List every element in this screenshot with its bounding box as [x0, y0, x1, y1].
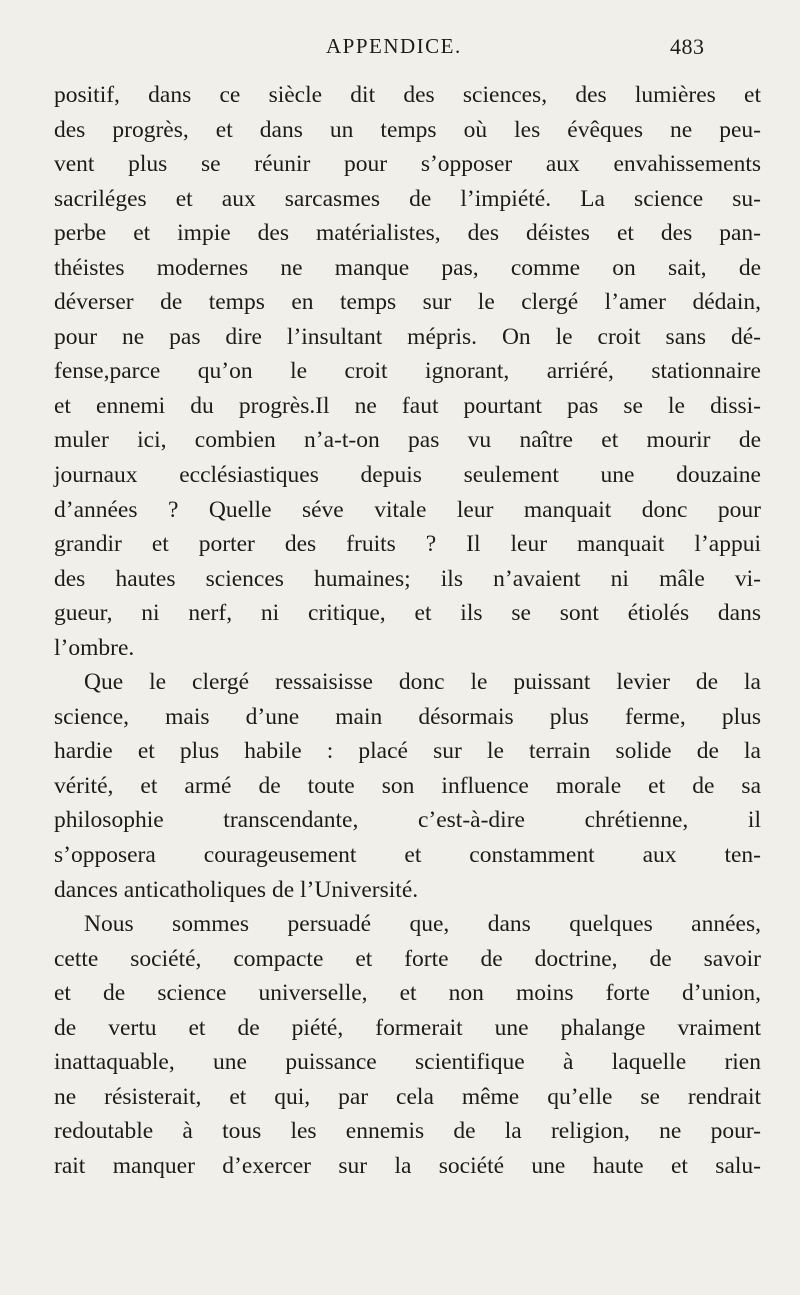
- text-line: gueur, ni nerf, ni critique, et ils se sont étiolés dans: [54, 600, 761, 627]
- text-line: pour ne pas dire l’insultant mépris. On le croit sans dé-: [54, 323, 761, 350]
- text-line: muler ici, combien n’a-t-on pas vu naître et mourir de: [54, 427, 761, 454]
- paragraph: [54, 665, 761, 907]
- body-text: [54, 78, 761, 1184]
- running-head: APPENDICE.: [326, 34, 462, 58]
- text-line: science, mais d’une main désormais plus ferme, plus: [54, 703, 761, 730]
- page-header: [0, 34, 800, 64]
- text-line: vérité, et armé de toute son influence morale et de sa: [54, 772, 761, 799]
- text-line: des progrès, et dans un temps où les évêques ne peu-: [54, 116, 761, 143]
- text-line: Nous sommes persuadé que, dans quelques années,: [84, 911, 761, 938]
- text-line: déverser de temps en temps sur le clergé l’amer dédain,: [54, 289, 761, 316]
- text-line: dances anticatholiques de l’Université.: [54, 876, 419, 903]
- text-line: s’opposera courageusement et constamment aux ten-: [54, 842, 761, 869]
- text-line: redoutable à tous les ennemis de la religion, ne pour-: [54, 1118, 761, 1145]
- text-line: hardie et plus habile : placé sur le terrain solide de la: [54, 738, 761, 765]
- text-line: perbe et impie des matérialistes, des déistes et des pan-: [54, 220, 761, 247]
- text-line: philosophie transcendante, c’est-à-dire chrétienne, il: [54, 807, 761, 834]
- text-line: l’ombre.: [54, 634, 135, 661]
- text-line: vent plus se réunir pour s’opposer aux envahissements: [54, 151, 761, 178]
- text-line: d’années ? Quelle séve vitale leur manquait donc pour: [54, 496, 761, 523]
- text-line: fense,parce qu’on le croit ignorant, arriéré, stationnaire: [54, 358, 761, 385]
- text-line: sacriléges et aux sarcasmes de l’impiété. La science su-: [54, 185, 761, 212]
- text-line: théistes modernes ne manque pas, comme on sait, de: [54, 254, 761, 281]
- text-line: grandir et porter des fruits ? Il leur manquait l’appui: [54, 531, 761, 558]
- page-number: 483: [670, 34, 705, 59]
- text-line: de vertu et de piété, formerait une phalange vraiment: [54, 1014, 761, 1041]
- text-line: rait manquer d’exercer sur la société une haute et salu-: [54, 1152, 761, 1179]
- text-line: journaux ecclésiastiques depuis seulement une douzaine: [54, 462, 761, 489]
- text-line: des hautes sciences humaines; ils n’avaient ni mâle vi-: [54, 565, 761, 592]
- paragraph: [54, 78, 761, 665]
- text-line: inattaquable, une puissance scientifique à laquelle rien: [54, 1049, 761, 1076]
- text-line: positif, dans ce siècle dit des sciences, des lumières et: [54, 82, 761, 108]
- text-line: ne résisterait, et qui, par cela même qu’elle se rendrait: [54, 1083, 761, 1110]
- text-line: cette société, compacte et forte de doctrine, de savoir: [54, 945, 761, 972]
- text-line: et de science universelle, et non moins forte d’union,: [54, 980, 761, 1007]
- text-line: et ennemi du progrès.Il ne faut pourtant pas se le dissi-: [54, 392, 761, 419]
- text-line: Que le clergé ressaisisse donc le puissant levier de la: [84, 669, 761, 696]
- paragraph: [54, 907, 761, 1183]
